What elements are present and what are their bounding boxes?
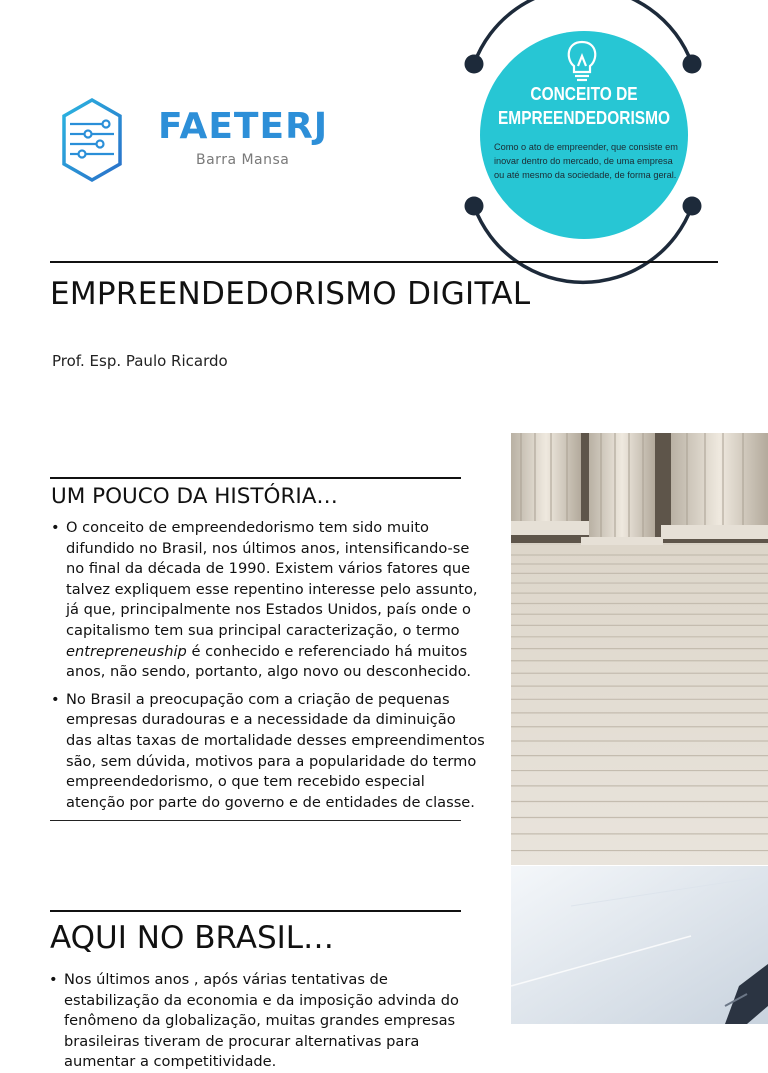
section-overlap-line: [50, 820, 461, 821]
badge-title: CONCEITO DE EMPREENDEDORISMO: [497, 84, 671, 128]
section1-divider: [50, 477, 461, 479]
pen-paper-photo: [511, 866, 768, 1024]
author: Prof. Esp. Paulo Ricardo: [52, 352, 228, 370]
circuit-hexagon-icon: [62, 98, 122, 182]
faeterj-logo: [62, 98, 352, 182]
section1-heading: UM POUCO DA HISTÓRIA…: [51, 484, 338, 509]
section1-body: [46, 518, 486, 866]
section2-heading: AQUI NO BRASIL…: [50, 920, 335, 956]
section2-body: [46, 970, 486, 1071]
list-item: • O conceito de empreendedorismo tem sido muito difundido no Brasil, nos últimos anos, intensificando-se no final da década de 1990. Existem vários fatores que talvez expliquem esse repentino interesse pelo assunto, já que, principalmente nos Estados Unidos, país onde o capitalismo tem sua principal caracterização, o termo entrepreneuship é conhecido e referenciado há muitos anos, não sendo, portanto, algo novo ou desconhecido.: [66, 518, 486, 683]
page-title: EMPREENDEDORISMO DIGITAL: [50, 276, 531, 312]
logo-subtitle: Barra Mansa: [196, 152, 290, 168]
list-item: • Nos últimos anos , após várias tentativas de estabilização da economia e da imposição advinda do fenômeno da globalização, muitas grandes empresas brasileiras tiveram de procurar alternativas para aumentar a competitividade.: [64, 970, 486, 1073]
title-divider: [50, 261, 718, 263]
list-item: • No Brasil a preocupação com a criação de pequenas empresas duradouras e a necessidade da diminuição das altas taxas de mortalidade desses empreendimentos são, sem dúvida, motivos para a popularidade do termo empreendedorismo, o que tem recebido especial atenção por parte do governo e de entidades de classe.: [66, 690, 486, 814]
badge-circle-frame: [462, 8, 706, 262]
courthouse-photo: [511, 433, 768, 865]
concept-badge: [462, 8, 706, 262]
section2-divider: [50, 910, 461, 912]
badge-text: Como o ato de empreender, que consiste em inovar dentro do mercado, de uma empresa ou até mesmo da sociedade, de forma geral.: [494, 142, 678, 180]
logo-name: FAETERJ: [158, 106, 329, 147]
